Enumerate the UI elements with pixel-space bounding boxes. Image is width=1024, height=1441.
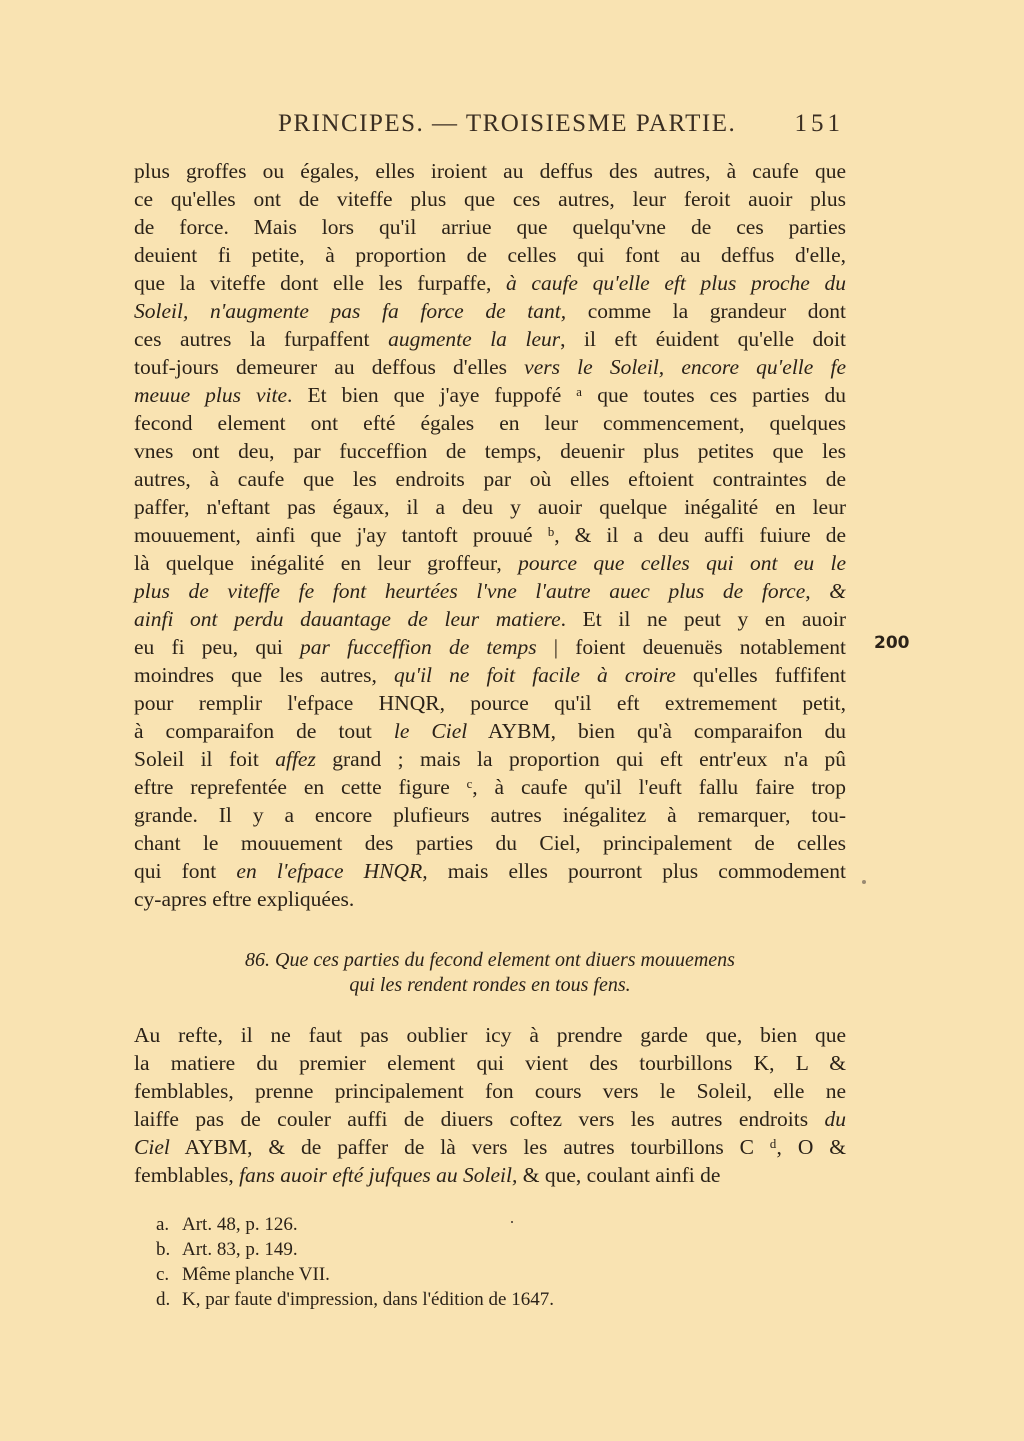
- text-segment: AYBM, bien qu'à comparaifon du: [467, 719, 846, 743]
- text-line: [134, 1049, 846, 1077]
- italic-text: plus de viteffe fe font heurtées l'vne l'autre auec plus de force, &: [134, 579, 846, 603]
- text-segment: touf-jours demeurer au deffous d'elles: [134, 355, 525, 379]
- text-line: [134, 157, 846, 185]
- italic-text: à caufe qu'elle eft plus proche du: [506, 271, 846, 295]
- footnote-text: K, par faute d'impression, dans l'édition de 1647.: [182, 1289, 554, 1310]
- text-line: [134, 353, 846, 381]
- text-line: [134, 269, 846, 297]
- text-segment: deuient fi petite, à proportion de celles qui font au deffus d'elle,: [134, 243, 846, 267]
- section-heading-line-2: qui les rendent rondes en tous fens.: [349, 974, 631, 996]
- text-segment: autres, à caufe que les endroits par où elles eftoient contraintes de: [134, 467, 846, 491]
- text-line: [134, 381, 846, 409]
- text-line: [134, 1133, 846, 1161]
- text-segment: cy-apres eftre expliquées.: [134, 887, 355, 911]
- text-line: [134, 325, 846, 353]
- italic-text: le Ciel: [393, 719, 468, 743]
- text-segment: qu'elles fuffifent: [675, 663, 846, 687]
- text-line: [134, 577, 846, 605]
- footnotes: [156, 1212, 554, 1312]
- text-segment: grand ; mais la proportion qui eft entr'eux n'a pû: [315, 747, 846, 771]
- section-heading-line-1: 86. Que ces parties du fecond element ont diuers mouuemens: [245, 949, 735, 971]
- italic-text: augmente la leur: [388, 327, 561, 351]
- text-line: [134, 745, 846, 773]
- text-segment: plus groffes ou égales, elles iroient au deffus des autres, à caufe que: [134, 159, 846, 183]
- text-segment: femblables, prenne principalement fon cours vers le Soleil, elle ne: [134, 1079, 846, 1103]
- text-segment: chant le mouuement des parties du Ciel, principalement de celles: [134, 831, 846, 855]
- text-segment: que la viteffe dont elle les furpaffe,: [134, 271, 507, 295]
- text-segment: eftre reprefentée en cette figure ᶜ, à caufe qu'il l'euft fallu faire trop: [134, 775, 846, 799]
- section-heading: [134, 948, 846, 998]
- text-line: [134, 661, 846, 689]
- text-segment: paffer, n'eftant pas égaux, il a deu y auoir quelque inégalité en leur: [134, 495, 846, 519]
- text-segment: laiffe pas de couler auffi de diuers coftez vers les autres endroits: [134, 1107, 825, 1131]
- footnote: [156, 1212, 554, 1237]
- footnote: [156, 1287, 554, 1312]
- text-segment: | foient deuenuës notablement: [536, 635, 847, 659]
- paragraph-2: [134, 1021, 846, 1189]
- italic-text: en l'efpace HNQR,: [236, 859, 428, 883]
- text-line: [134, 493, 846, 521]
- italic-text: qu'il ne foit facile à croire: [393, 663, 676, 687]
- footnote-text: Art. 83, p. 149.: [182, 1239, 298, 1260]
- text-line: [134, 857, 846, 885]
- paragraph-1: [134, 157, 846, 913]
- text-segment: ces autres la furpaffent: [134, 327, 389, 351]
- text-segment: moindres que les autres,: [134, 663, 394, 687]
- footnote-label: d.: [156, 1289, 171, 1310]
- text-line: [134, 885, 846, 913]
- italic-text: ainfi ont perdu dauantage de leur matiere: [134, 607, 561, 631]
- italic-text: Ciel: [134, 1135, 170, 1159]
- footnote-label: a.: [156, 1214, 170, 1235]
- text-line: [134, 605, 846, 633]
- footnote-text: Art. 48, p. 126.: [182, 1214, 298, 1235]
- footnote-label: c.: [156, 1264, 170, 1285]
- text-segment: à comparaifon de tout: [134, 719, 394, 743]
- text-segment: Au refte, il ne faut pas oublier icy à prendre garde que, bien que: [134, 1023, 846, 1047]
- text-segment: Soleil il foit: [134, 747, 276, 771]
- text-segment: mais elles pourront plus commodement: [427, 859, 846, 883]
- text-line: [134, 241, 846, 269]
- text-line: [134, 829, 846, 857]
- text-segment: & que, coulant ainfi de: [517, 1163, 721, 1187]
- text-line: [134, 213, 846, 241]
- text-line: [134, 1077, 846, 1105]
- page-number: 151: [794, 110, 844, 137]
- text-line: [134, 1021, 846, 1049]
- text-line: [134, 437, 846, 465]
- italic-text: par fucceffion de temps: [300, 635, 537, 659]
- text-segment: là quelque inégalité en leur groffeur,: [134, 551, 519, 575]
- footnote: [156, 1237, 554, 1262]
- text-segment: de force. Mais lors qu'il arriue que quelqu'vne de ces parties: [134, 215, 846, 239]
- text-line: [134, 689, 846, 717]
- text-line: [134, 801, 846, 829]
- text-line: [134, 549, 846, 577]
- italic-text: affez: [275, 747, 316, 771]
- text-line: [134, 1161, 846, 1189]
- text-segment: vnes ont deu, par fucceffion de temps, deuenir plus petites que les: [134, 439, 846, 463]
- text-segment: . Et il ne peut y en auoir: [560, 607, 846, 631]
- text-segment: mouuement, ainfi que j'ay tantoft prouué ᵇ, & il a deu auffi fuiure de: [134, 523, 846, 547]
- text-segment: grande. Il y a encore plufieurs autres inégalitez à remarquer, tou-: [134, 803, 846, 827]
- text-segment: la matiere du premier element qui vient des tourbillons K, L &: [134, 1051, 846, 1075]
- italic-text: meuue plus vite: [134, 383, 288, 407]
- text-segment: ce qu'elles ont de viteffe plus que ces autres, leur feroit auoir plus: [134, 187, 846, 211]
- text-line: [134, 633, 846, 661]
- text-line: [134, 297, 846, 325]
- footnote-text: Même planche VII.: [182, 1264, 330, 1285]
- text-segment: pour remplir l'efpace HNQR, pource qu'il eft extremement petit,: [134, 691, 846, 715]
- text-segment: AYBM, & de paffer de là vers les autres tourbillons C ᵈ, O &: [169, 1135, 846, 1159]
- italic-text: pource que celles qui ont eu le: [518, 551, 846, 575]
- text-line: [134, 717, 846, 745]
- text-line: [134, 521, 846, 549]
- text-segment: comme la grandeur dont: [566, 299, 846, 323]
- text-segment: . Et bien que j'aye fuppofé ᵃ que toutes ces parties du: [287, 383, 846, 407]
- text-segment: fecond element ont efté égales en leur commencement, quelques: [134, 411, 846, 435]
- text-segment: , il eft éuident qu'elle doit: [560, 327, 846, 351]
- footnote-label: b.: [156, 1239, 171, 1260]
- margin-reference-number: 200: [874, 633, 910, 653]
- text-line: [134, 1105, 846, 1133]
- footnote: [156, 1262, 554, 1287]
- margin-mark: [862, 880, 866, 884]
- text-line: [134, 409, 846, 437]
- text-line: [134, 185, 846, 213]
- italic-text: Soleil, n'augmente pas fa force de tant,: [134, 299, 567, 323]
- text-segment: femblables,: [134, 1163, 240, 1187]
- italic-text: vers le Soleil, encore qu'elle fe: [524, 355, 846, 379]
- text-segment: eu fi peu, qui: [134, 635, 300, 659]
- text-segment: qui font: [134, 859, 237, 883]
- italic-text: fans auoir efté jufques au Soleil,: [239, 1163, 518, 1187]
- text-line: [134, 465, 846, 493]
- italic-text: du: [824, 1107, 846, 1131]
- header-title: PRINCIPES. — TROISIESME PARTIE.: [278, 110, 737, 137]
- text-line: [134, 773, 846, 801]
